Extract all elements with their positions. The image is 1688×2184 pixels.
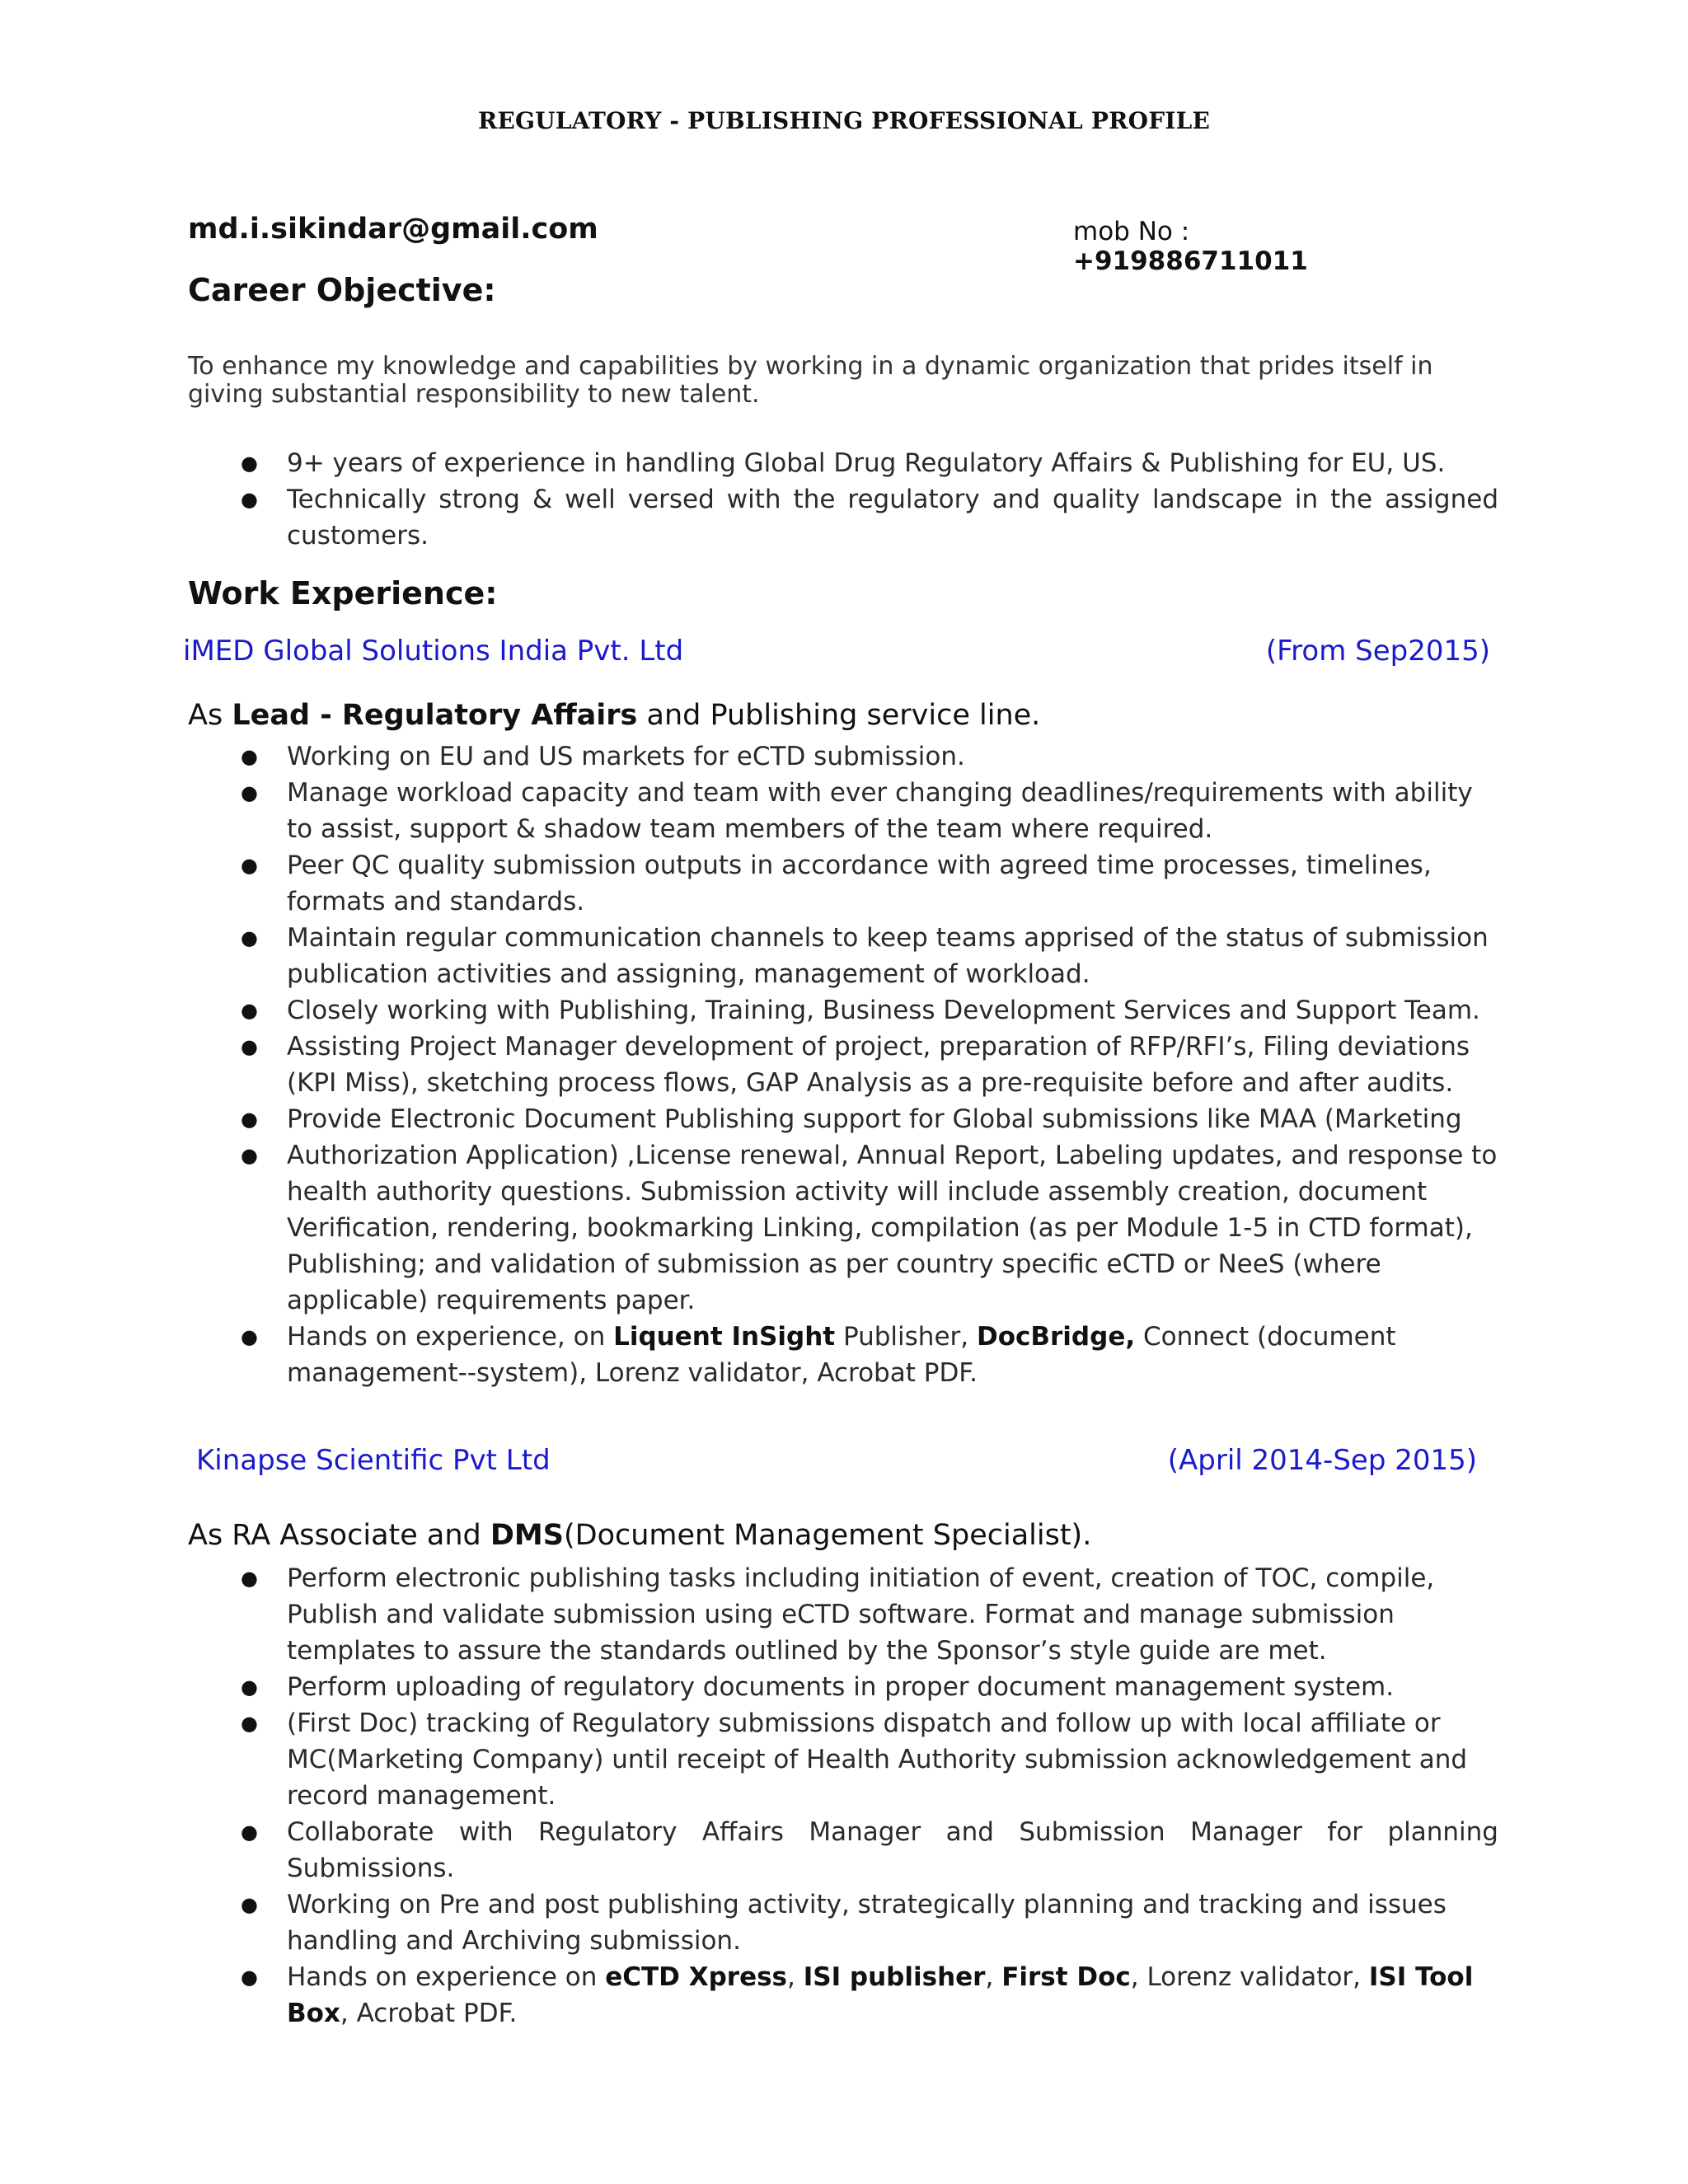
bullet-icon: ● xyxy=(241,452,258,475)
list-item: ● Manage workload capacity and team with ever changing deadlines/requirements with ability to assist, support & shadow team members of the team where required. xyxy=(237,775,1498,847)
bullet-icon: ● xyxy=(241,1325,258,1348)
bullet-icon: ● xyxy=(241,1893,258,1916)
work-experience-heading: Work Experience: xyxy=(188,575,498,612)
objective-line-2: giving substantial responsibility to new talent. xyxy=(188,380,760,409)
list-item: ● Working on EU and US markets for eCTD submission. xyxy=(237,738,1498,775)
company-name: iMED Global Solutions India Pvt. Ltd xyxy=(183,635,684,668)
bullet-icon: ● xyxy=(241,1144,258,1167)
bullet-icon: ● xyxy=(241,745,258,768)
bullet-icon: ● xyxy=(241,854,258,877)
bullet-icon: ● xyxy=(241,1567,258,1590)
list-item: ● Authorization Application) ,License renewal, Annual Report, Labeling updates, and response to health authority questions. Submission activity will include assembly creation, document Verification, rendering, bookmarking Linking, compilation (as per Module 1-5 in CTD format), Publishing; and validation of submission as per country specific eCTD or NeeS (where applicable) requirements paper. xyxy=(237,1137,1498,1319)
objective-line-1: To enhance my knowledge and capabilities by working in a dynamic organization that prides itself in xyxy=(188,352,1433,381)
list-item: ● Technically strong & well versed with the regulatory and quality landscape in the assigned customers. xyxy=(237,481,1498,554)
email-address: md.i.sikindar@gmail.com xyxy=(188,213,598,246)
list-item: ● Provide Electronic Document Publishing support for Global submissions like MAA (Marketing xyxy=(237,1101,1498,1137)
employment-period: (From Sep2015) xyxy=(1265,635,1490,668)
list-item: ● Maintain regular communication channels to keep teams apprised of the status of submission publication activities and assigning, management of workload. xyxy=(237,920,1498,992)
job-role: As Lead - Regulatory Affairs and Publishing service line. xyxy=(188,699,1041,732)
list-item: ● Closely working with Publishing, Training, Business Development Services and Support Team. xyxy=(237,992,1498,1029)
bullet-icon: ● xyxy=(241,488,258,511)
bullet-icon: ● xyxy=(241,1675,258,1699)
list-item: ● Peer QC quality submission outputs in accordance with agreed time processes, timelines, formats and standards. xyxy=(237,847,1498,920)
job-responsibilities xyxy=(237,1560,1498,2032)
list-item: ● Collaborate with Regulatory Affairs Manager and Submission Manager for planning Submissions. xyxy=(237,1814,1498,1886)
list-item: ● (First Doc) tracking of Regulatory submissions dispatch and follow up with local affiliate or MC(Marketing Company) until receipt of Health Authority submission acknowledgement and record management. xyxy=(237,1705,1498,1814)
job-responsibilities xyxy=(237,738,1498,1391)
list-item: ● 9+ years of experience in handling Global Drug Regulatory Affairs & Publishing for EU, US. xyxy=(237,445,1498,481)
bullet-icon: ● xyxy=(241,926,258,949)
contact-row xyxy=(188,213,1408,276)
bullet-icon: ● xyxy=(241,1966,258,1989)
bullet-icon: ● xyxy=(241,1108,258,1131)
document-title: REGULATORY - PUBLISHING PROFESSIONAL PROFILE xyxy=(477,107,1211,134)
bullet-icon: ● xyxy=(241,1821,258,1844)
bullet-icon: ● xyxy=(241,1712,258,1735)
list-item: ● Hands on experience, on Liquent InSight Publisher, DocBridge, Connect (document management--system), Lorenz validator, Acrobat PDF. xyxy=(237,1319,1498,1391)
bullet-icon: ● xyxy=(241,1035,258,1058)
list-item: ● Perform electronic publishing tasks including initiation of event, creation of TOC, compile, Publish and validate submission using eCTD software. Format and manage submission templates to assure the standards outlined by the Sponsor’s style guide are met. xyxy=(237,1560,1498,1669)
mobile-label: mob No : xyxy=(1073,217,1190,246)
list-item: ● Perform uploading of regulatory documents in proper document management system. xyxy=(237,1669,1498,1705)
mobile-number xyxy=(1073,217,1408,276)
career-bullets xyxy=(237,445,1498,554)
employment-period: (April 2014-Sep 2015) xyxy=(1167,1444,1477,1477)
list-item: ● Assisting Project Manager development of project, preparation of RFP/RFI’s, Filing deviations (KPI Miss), sketching process flows, GAP Analysis as a pre-requisite before and after audits. xyxy=(237,1029,1498,1101)
job-role: As RA Associate and DMS(Document Management Specialist). xyxy=(188,1519,1092,1552)
mobile-value: +919886711011 xyxy=(1073,246,1308,276)
job-header xyxy=(196,1444,1477,1485)
bullet-icon: ● xyxy=(241,781,258,804)
company-name: Kinapse Scientific Pvt Ltd xyxy=(196,1444,551,1477)
job-header xyxy=(183,635,1490,676)
list-item: ● Working on Pre and post publishing activity, strategically planning and tracking and issues handling and Archiving submission. xyxy=(237,1886,1498,1959)
bullet-icon: ● xyxy=(241,999,258,1022)
career-objective-text xyxy=(188,353,1474,409)
career-objective-heading: Career Objective: xyxy=(188,272,496,308)
list-item: ● Hands on experience on eCTD Xpress, ISI publisher, First Doc, Lorenz validator, ISI Tool Box, Acrobat PDF. xyxy=(237,1959,1498,2032)
